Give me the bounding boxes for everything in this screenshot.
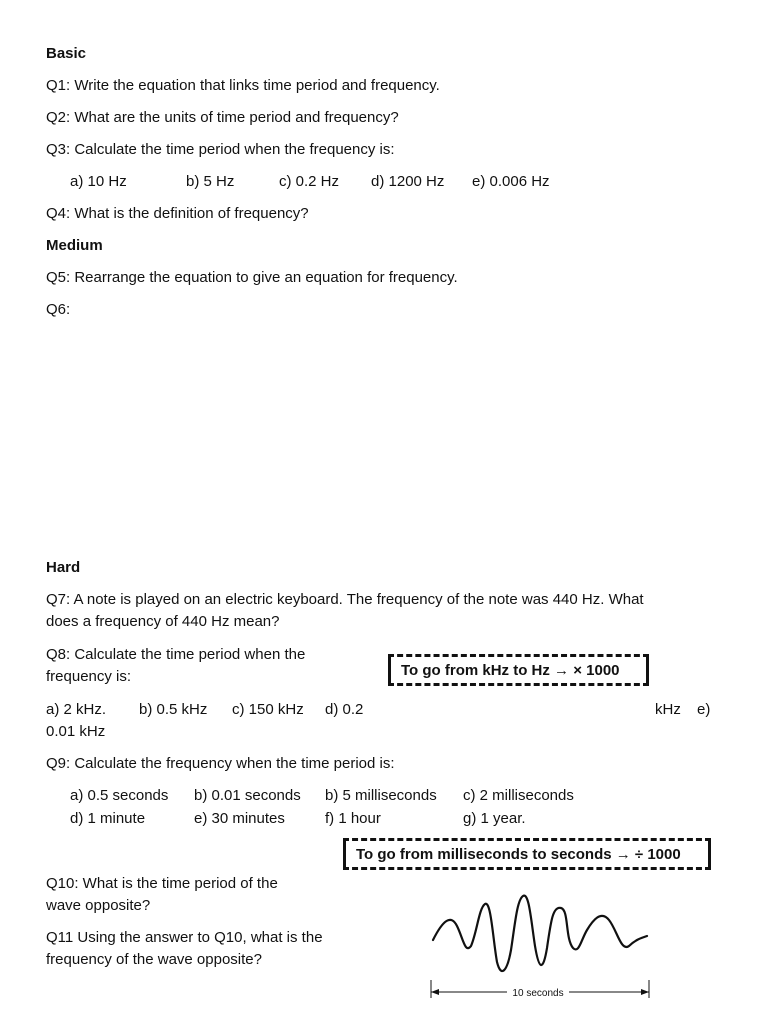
wave-diagram xyxy=(425,880,665,1010)
question-q4: Q4: What is the definition of frequency? xyxy=(46,205,309,222)
question-q3: Q3: Calculate the time period when the frequency is: xyxy=(46,141,395,158)
q9-option-d: d) 1 minute xyxy=(70,810,146,827)
q9-option-b2: b) 5 milliseconds xyxy=(325,787,437,804)
question-q9: Q9: Calculate the frequency when the time period is: xyxy=(46,755,395,772)
q3-option-e: e) 0.006 Hz xyxy=(472,173,550,190)
q8-option-e: e) xyxy=(697,701,711,718)
wave-curve xyxy=(433,896,647,971)
q9-option-f: f) 1 hour xyxy=(325,810,381,827)
question-q2: Q2: What are the units of time period and frequency? xyxy=(46,109,399,126)
q8-option-d-unit: kHz xyxy=(655,701,681,718)
q8-option-e-value: 0.01 kHz xyxy=(46,723,106,740)
q8-option-b: b) 0.5 kHz xyxy=(139,701,208,718)
question-q5: Q5: Rearrange the equation to give an equation for frequency. xyxy=(46,269,458,286)
question-q7-line1: Q7: A note is played on an electric keyboard. The frequency of the note was 440 Hz. What xyxy=(46,591,644,608)
q9-option-g: g) 1 year. xyxy=(463,810,526,827)
q3-option-a: a) 10 Hz xyxy=(70,173,127,190)
section-heading-medium: Medium xyxy=(46,237,103,254)
question-q1: Q1: Write the equation that links time period and frequency. xyxy=(46,77,440,94)
q3-option-c: c) 0.2 Hz xyxy=(279,173,340,190)
wave-duration-label: 10 seconds xyxy=(512,988,564,999)
q9-option-b: b) 0.01 seconds xyxy=(194,787,301,804)
question-q8-line2: frequency is: xyxy=(46,668,132,685)
q3-option-d: d) 1200 Hz xyxy=(371,173,445,190)
question-q10-line2: wave opposite? xyxy=(46,897,151,914)
question-q7-line2: does a frequency of 440 Hz mean? xyxy=(46,613,280,630)
q3-option-b: b) 5 Hz xyxy=(186,173,235,190)
section-heading-hard: Hard xyxy=(46,559,81,576)
question-q6: Q6: xyxy=(46,301,71,318)
q8-option-c: c) 150 kHz xyxy=(232,701,304,718)
wave-arrow-right xyxy=(641,989,649,995)
question-q11-line1: Q11 Using the answer to Q10, what is the xyxy=(46,929,323,946)
section-heading-basic: Basic xyxy=(46,45,87,62)
q8-option-a: a) 2 kHz. xyxy=(46,701,107,718)
wave-arrow-left xyxy=(431,989,439,995)
question-q8-line1: Q8: Calculate the time period when the xyxy=(46,646,306,663)
q9-option-e: e) 30 minutes xyxy=(194,810,285,827)
question-q11-line2: frequency of the wave opposite? xyxy=(46,951,262,968)
khz-conversion-hint: To go from kHz to Hz → × 1000 xyxy=(388,654,649,686)
q9-option-a: a) 0.5 seconds xyxy=(70,787,169,804)
q8-option-d: d) 0.2 xyxy=(325,701,364,718)
question-q10-line1: Q10: What is the time period of the xyxy=(46,875,278,892)
q9-option-c: c) 2 milliseconds xyxy=(463,787,574,804)
ms-conversion-hint: To go from milliseconds to seconds → ÷ 1000 xyxy=(343,838,711,870)
